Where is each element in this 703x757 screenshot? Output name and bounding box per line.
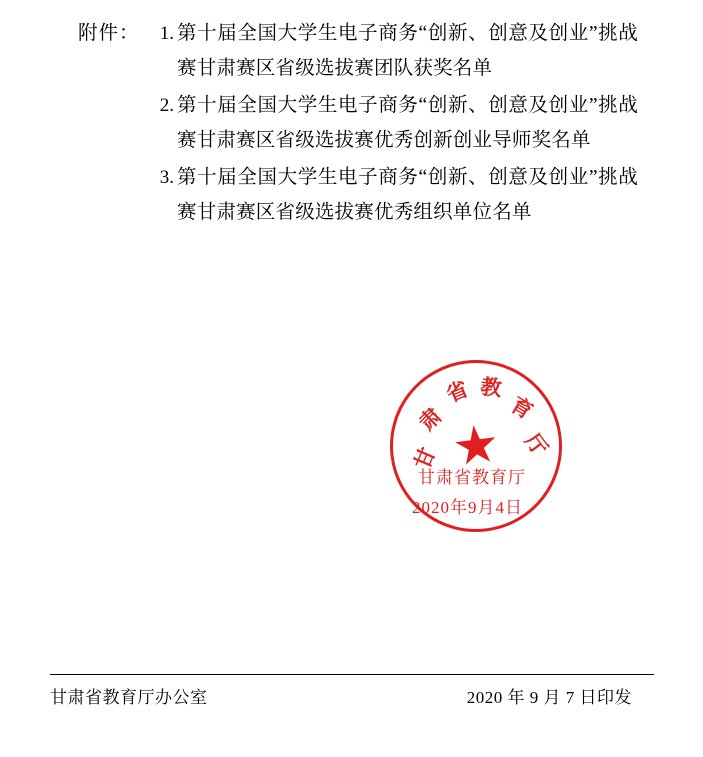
seal-char: 育	[506, 392, 537, 424]
seal-char: 省	[442, 376, 472, 408]
attachment-number: 1.	[159, 23, 174, 44]
seal-char: 教	[479, 374, 503, 401]
footer-divider	[50, 674, 654, 675]
seal-char: 肃	[414, 403, 447, 436]
attachment-number: 3.	[159, 167, 174, 188]
seal-organization: 甘肃省教育厅	[418, 468, 526, 487]
seal-date: 2020年9月4日	[412, 498, 523, 517]
seal-char: 甘	[409, 443, 441, 473]
attachment-text: 第十届全国大学生电子商务“创新、创意及创业”挑战赛甘肃赛区省级选拔赛优秀组织单位名单	[177, 167, 638, 223]
footer-issuer: 甘肃省教育厅办公室	[50, 688, 208, 707]
attachment-number: 2.	[159, 95, 174, 116]
attachment-item	[78, 160, 638, 230]
attachment-item	[78, 88, 638, 158]
seal-char: 厅	[520, 429, 553, 461]
attachment-text: 第十届全国大学生电子商务“创新、创意及创业”挑战赛甘肃赛区省级选拔赛团队获奖名单	[177, 23, 638, 79]
attachment-list	[78, 16, 638, 232]
attachment-item	[78, 16, 638, 86]
page-footer	[50, 683, 654, 708]
footer-date: 2020 年 9 月 7 日印发	[466, 688, 632, 707]
attachment-text: 第十届全国大学生电子商务“创新、创意及创业”挑战赛甘肃赛区省级选拔赛优秀创新创业导师奖名单	[177, 95, 638, 151]
attachment-label: 附件：	[78, 23, 140, 44]
official-seal	[390, 360, 590, 560]
